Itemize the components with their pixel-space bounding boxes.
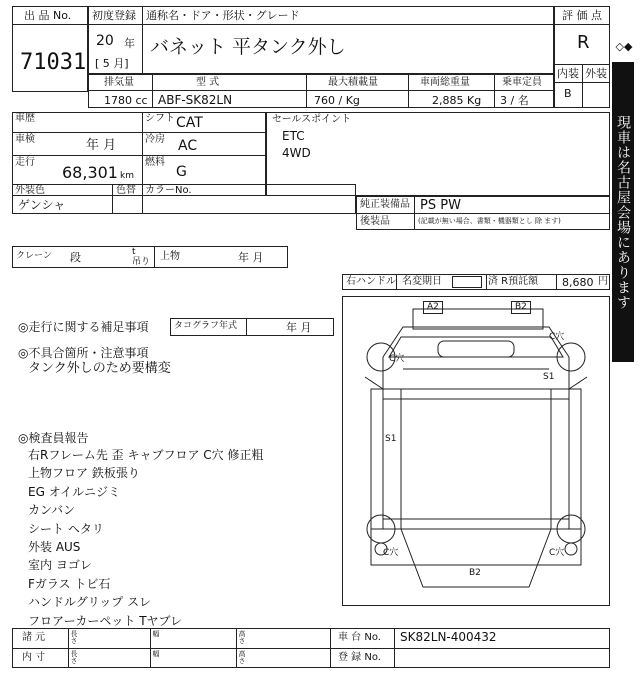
name-change-label: 名変期日 bbox=[402, 276, 442, 287]
recycle-label: 済 R預託額 bbox=[488, 276, 539, 287]
mileage-unit: km bbox=[120, 171, 134, 181]
chassis-label: 車 台 No. bbox=[338, 632, 381, 643]
footer-length: 長さ bbox=[70, 630, 78, 644]
shift-value: CAT bbox=[176, 115, 203, 131]
crane-label: クレーン bbox=[16, 251, 52, 261]
sales-point-label: セールスポイント bbox=[272, 114, 352, 125]
diagram-label-b2-bottom: B2 bbox=[469, 568, 481, 578]
vehicle-diagram bbox=[342, 296, 610, 606]
name-change-field bbox=[452, 276, 482, 288]
running-note-label: ◎走行に関する補足事項 bbox=[18, 320, 149, 334]
inspector-item: フロアーカーペット Tヤブレ bbox=[28, 613, 183, 628]
inspector-item: EG オイルニジミ bbox=[28, 484, 121, 499]
standard-equip-label: 純正装備品 bbox=[360, 199, 410, 210]
lot-number: 71031 bbox=[20, 50, 87, 75]
spec-displacement-label: 排気量 bbox=[104, 77, 134, 88]
mileage-label: 走行 bbox=[15, 157, 35, 168]
spec-displacement: 1780 cc bbox=[104, 94, 148, 107]
inspector-list bbox=[28, 446, 264, 630]
car-name: バネット 平タンク外し bbox=[150, 36, 346, 58]
defects-label: ◎不具合箇所・注意事項 bbox=[18, 346, 149, 360]
diagram-label-a2: A2 bbox=[423, 301, 443, 314]
reg-year: 20 bbox=[96, 33, 114, 49]
lot-label: 出 品 No. bbox=[24, 9, 72, 22]
inspector-item: 外装 AUS bbox=[28, 540, 81, 555]
inspector-item: 室内 ヨゴレ bbox=[28, 558, 92, 573]
inspector-label: ◎検査員報告 bbox=[18, 431, 89, 445]
handle-label: 右ハンドル bbox=[346, 276, 396, 287]
inspector-item: 上物フロア 鉄板張り bbox=[28, 466, 140, 481]
crane-steps: 段 bbox=[70, 251, 81, 264]
interior-label: 内装 bbox=[557, 67, 579, 80]
inspector-item: カンバン bbox=[28, 503, 76, 518]
crane-tons: t 吊り bbox=[132, 247, 151, 267]
footer-specs-label: 諸 元 bbox=[22, 632, 46, 643]
name-label: 通称名・ドア・形状・グレード bbox=[146, 9, 300, 22]
color-value: ゲンシャ bbox=[18, 198, 66, 212]
sidebar-bottom-marks: ◆◇ bbox=[615, 350, 633, 363]
spec-capacity-label: 乗車定員 bbox=[502, 77, 542, 88]
inspector-item: ハンドルグリップ スレ bbox=[28, 595, 152, 610]
mileage-value: 68,301 bbox=[62, 163, 118, 182]
inspector-item: Fガラス トビ石 bbox=[28, 576, 111, 591]
diagram-label-s1-left: S1 bbox=[385, 434, 397, 444]
inspection-value: 年 月 bbox=[86, 138, 117, 153]
diagram-label-c-left-rear: C穴 bbox=[383, 548, 399, 558]
footer-inner-label: 内 寸 bbox=[22, 652, 46, 663]
truck-outline-icon bbox=[343, 297, 609, 605]
exterior-label: 外装 bbox=[585, 67, 607, 80]
diagram-label-b2-top: B2 bbox=[511, 301, 531, 314]
interior-grade: B bbox=[564, 87, 572, 100]
aircon-value: AC bbox=[178, 138, 198, 154]
color-change-label: 色替 bbox=[116, 185, 136, 196]
spec-maxload: 760 / Kg bbox=[314, 94, 360, 107]
standard-equip-value: PS PW bbox=[420, 198, 461, 213]
score-label: 評 価 点 bbox=[562, 9, 602, 22]
reg-month: [ 5 月] bbox=[95, 57, 129, 70]
color-no-label: カラーNo. bbox=[145, 185, 192, 196]
reg-no-label: 登 録 No. bbox=[338, 652, 381, 663]
fuel-label: 燃料 bbox=[145, 157, 165, 168]
bed-date: 年 月 bbox=[238, 251, 264, 264]
diagram-label-c-right-rear: C穴 bbox=[549, 548, 565, 558]
footer-width: 幅 bbox=[152, 630, 160, 637]
reg-year-unit: 年 bbox=[124, 37, 135, 50]
footer-height: 高さ bbox=[238, 630, 246, 644]
footer-height-2: 高さ bbox=[238, 650, 246, 664]
diagram-label-s1-right: S1 bbox=[543, 372, 555, 382]
score-value: R bbox=[577, 32, 590, 53]
diagram-label-c-left: C穴 bbox=[389, 354, 405, 364]
sidebar-top-marks: ◇◆ bbox=[615, 40, 633, 53]
spec-capacity: 3 / 名 bbox=[500, 94, 529, 107]
tachograph-date: 年 月 bbox=[286, 321, 312, 334]
chassis-value: SK82LN-400432 bbox=[400, 630, 497, 644]
spec-model-label: 型 式 bbox=[196, 77, 220, 88]
inspection-label: 車検 bbox=[15, 134, 35, 145]
footer-length-2: 長さ bbox=[70, 650, 78, 664]
spec-maxload-label: 最大積載量 bbox=[328, 77, 378, 88]
recycle-value: 8,680 bbox=[562, 276, 594, 289]
aircon-label: 冷房 bbox=[145, 134, 165, 145]
footer-width-2: 幅 bbox=[152, 650, 160, 657]
diagram-label-c-right: C穴 bbox=[549, 332, 565, 342]
fuel-value: G bbox=[176, 164, 187, 180]
history-label: 車歴 bbox=[15, 113, 35, 124]
color-label: 外装色 bbox=[15, 185, 45, 196]
aftermarket-label: 後装品 bbox=[360, 216, 390, 227]
recycle-unit: 円 bbox=[598, 276, 608, 287]
spec-gross: 2,885 Kg bbox=[432, 94, 482, 107]
inspector-item: シート ヘタリ bbox=[28, 521, 104, 536]
tachograph-label: タコグラフ年式 bbox=[174, 321, 238, 331]
defects-text: タンク外しのため要構変 bbox=[28, 361, 171, 376]
aftermarket-note: (記載が無い場合、書類・機器類とし 除 ます) bbox=[418, 217, 561, 225]
shift-label: シフト bbox=[145, 113, 175, 124]
spec-gross-label: 車両総重量 bbox=[420, 77, 470, 88]
reg-label: 初度登録 bbox=[92, 9, 136, 22]
sales-point-4wd: 4WD bbox=[282, 146, 311, 160]
bed-label: 上物 bbox=[160, 251, 180, 262]
inspector-item: 右Rフレーム先 歪 キャブフロア C穴 修正粗 bbox=[28, 448, 264, 462]
spec-model: ABF-SK82LN bbox=[158, 93, 233, 107]
sales-point-etc: ETC bbox=[282, 129, 305, 143]
location-banner: 現車は名古屋会場にあります bbox=[612, 62, 634, 362]
